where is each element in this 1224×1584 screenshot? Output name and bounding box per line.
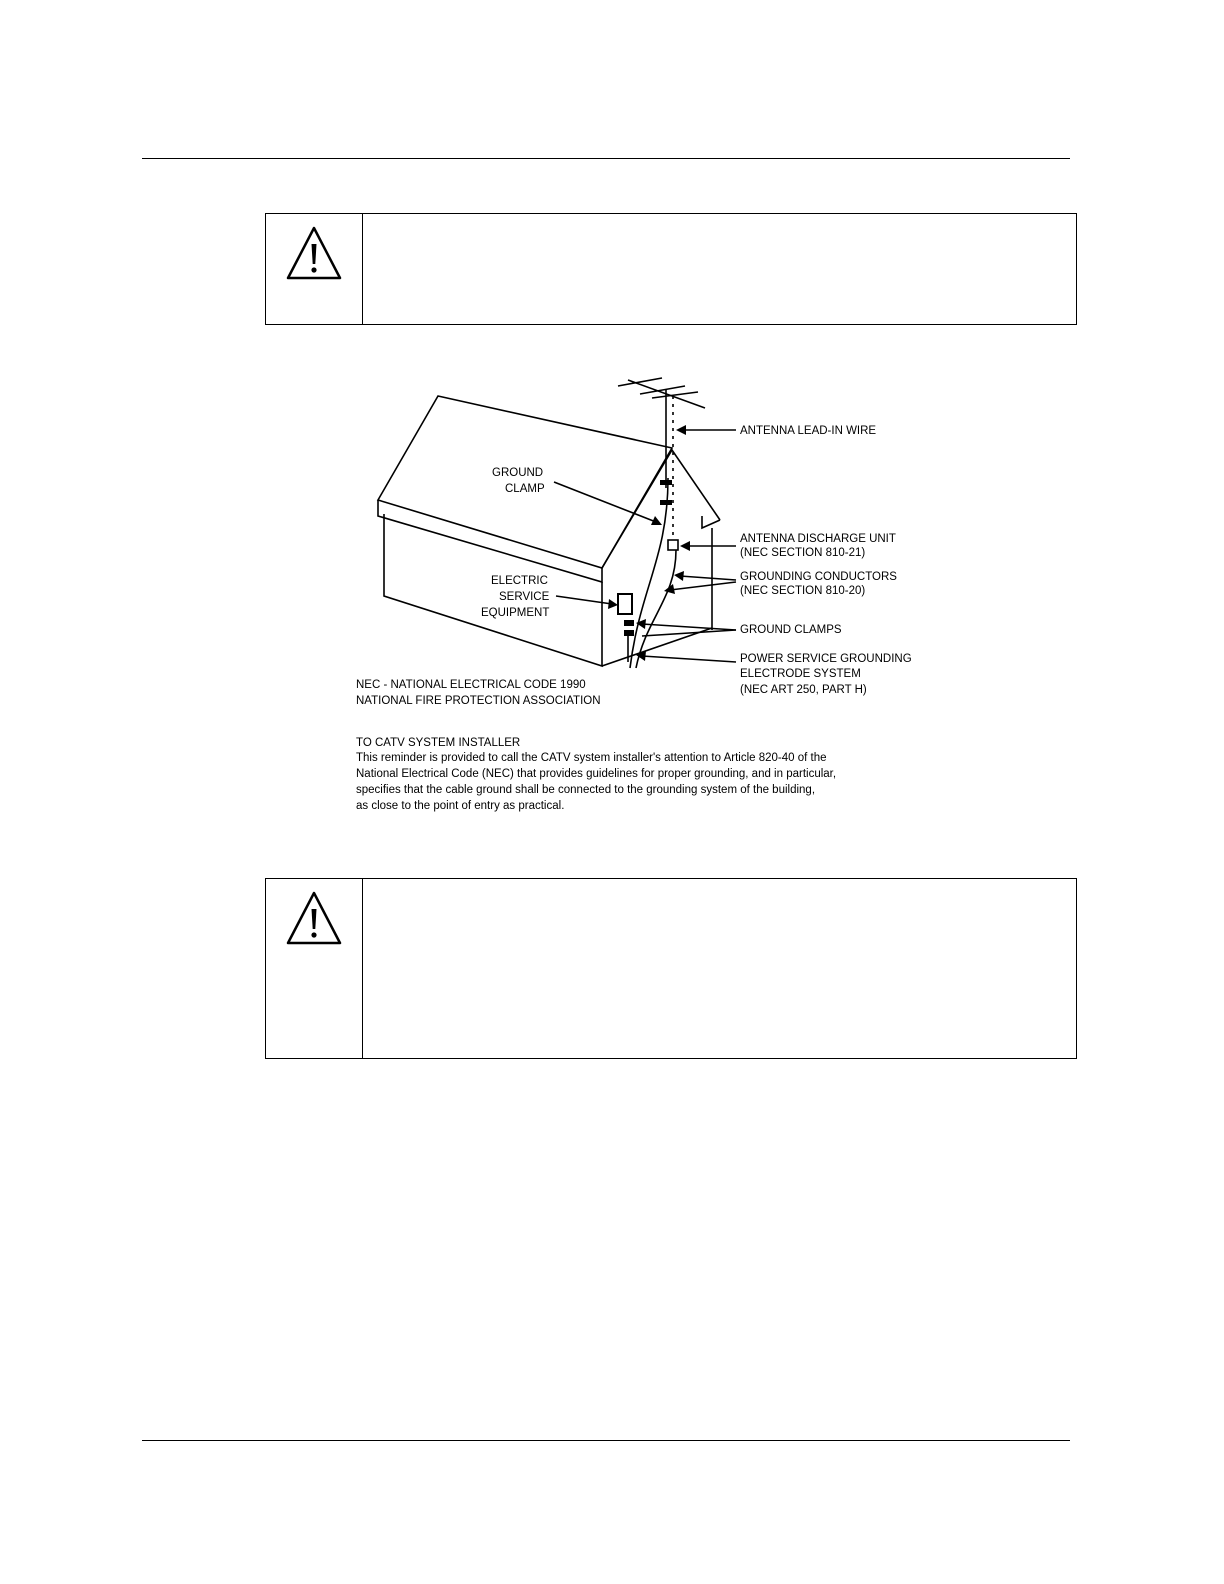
label-conductors-2: (NEC SECTION 810-20) xyxy=(740,585,866,597)
callout-arrows xyxy=(554,425,736,662)
note-line-4: as close to the point of entry as practical. xyxy=(356,800,565,812)
label-electric-1: ELECTRIC xyxy=(491,575,548,587)
warning-triangle-icon xyxy=(285,889,343,947)
caution-box-1 xyxy=(265,213,1077,325)
label-power-1: POWER SERVICE GROUNDING xyxy=(740,653,912,665)
warning-triangle-icon xyxy=(285,224,343,282)
note-line-3: specifies that the cable ground shall be connected to the grounding system of the building, xyxy=(356,784,816,796)
label-ground-clamp-2: CLAMP xyxy=(505,483,545,495)
label-ground-clamp-1: GROUND xyxy=(492,467,544,479)
label-conductors-1: GROUNDING CONDUCTORS xyxy=(740,571,897,583)
note-heading: TO CATV SYSTEM INSTALLER xyxy=(356,737,521,749)
caution-text-1 xyxy=(363,214,1076,324)
header-rule xyxy=(142,158,1070,159)
label-electric-2: SERVICE xyxy=(499,591,550,603)
label-power-3: (NEC ART 250, PART H) xyxy=(740,684,867,696)
label-electric-3: EQUIPMENT xyxy=(481,607,550,619)
footer-rule xyxy=(142,1440,1070,1441)
caution-icon-cell xyxy=(266,214,363,324)
note-line-1: This reminder is provided to call the CATV system installer's attention to Article 820-40 of the xyxy=(356,752,827,764)
note-line-2: National Electrical Code (NEC) that provides guidelines for proper grounding, and in particular, xyxy=(356,768,837,780)
caution-text-2 xyxy=(363,879,1076,1058)
label-discharge-2: (NEC SECTION 810-21) xyxy=(740,547,866,559)
label-power-2: ELECTRODE SYSTEM xyxy=(740,668,861,680)
antenna-grounding-diagram xyxy=(340,368,930,828)
caution-box-2 xyxy=(265,878,1077,1059)
label-antenna-lead-in: ANTENNA LEAD-IN WIRE xyxy=(740,425,877,437)
label-nec-2: NATIONAL FIRE PROTECTION ASSOCIATION xyxy=(356,695,601,707)
caution-icon-cell xyxy=(266,879,363,1058)
label-discharge-1: ANTENNA DISCHARGE UNIT xyxy=(740,533,896,545)
label-ground-clamps: GROUND CLAMPS xyxy=(740,624,842,636)
label-nec-1: NEC - NATIONAL ELECTRICAL CODE 1990 xyxy=(356,679,586,691)
